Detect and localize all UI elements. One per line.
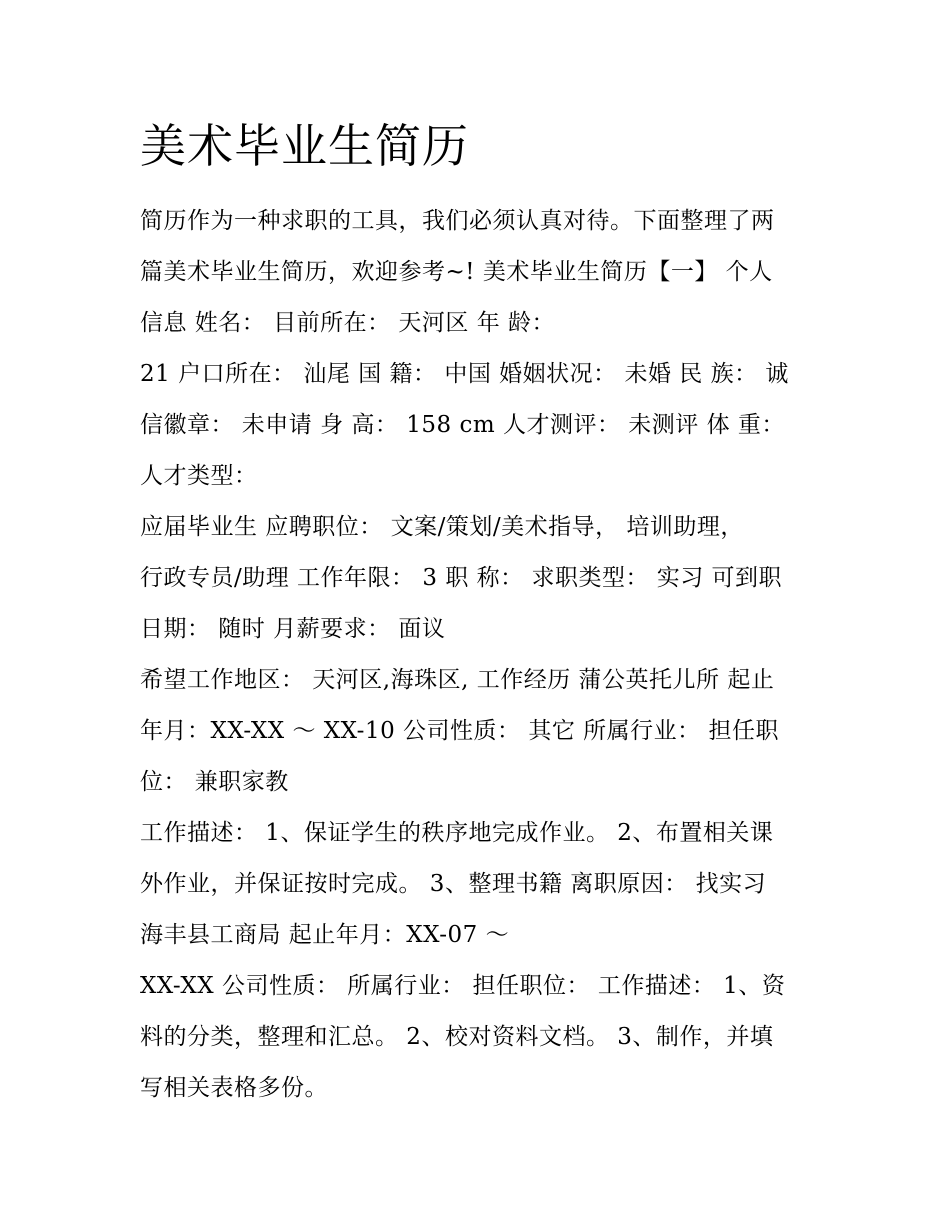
body-line: 年月：XX-XX ～ XX-10 公司性质： 其它 所属行业： 担任职 bbox=[140, 718, 779, 744]
body-line: 简历作为一种求职的工具，我们必须认真对待。下面整理了两 bbox=[140, 208, 775, 234]
document-body bbox=[140, 196, 840, 1114]
body-line: 料的分类，整理和汇总。 2、校对资料文档。 3、制作，并填 bbox=[140, 1024, 774, 1050]
body-line: 21 户口所在： 汕尾 国 籍： 中国 婚姻状况： 未婚 民 族： 诚 bbox=[140, 361, 789, 387]
body-line: XX-XX 公司性质： 所属行业： 担任职位： 工作描述： 1、资 bbox=[140, 973, 786, 999]
document-title: 美术毕业生简历 bbox=[140, 119, 469, 173]
body-line: 海丰县工商局 起止年月：XX-07 ～ bbox=[140, 922, 510, 948]
body-line: 工作描述： 1、保证学生的秩序地完成作业。 2、布置相关课 bbox=[140, 820, 774, 846]
body-line: 位： 兼职家教 bbox=[140, 769, 289, 795]
body-line: 应届毕业生 应聘职位： 文案/策划/美术指导， 培训助理， bbox=[140, 514, 744, 540]
body-line: 信息 姓名： 目前所在： 天河区 年 龄： bbox=[140, 310, 556, 336]
body-line: 写相关表格多份。 bbox=[140, 1075, 328, 1101]
body-line: 行政专员/助理 工作年限： 3 职 称： 求职类型： 实习 可到职 bbox=[140, 565, 783, 591]
body-line: 外作业，并保证按时完成。 3、整理书籍 离职原因： 找实习 bbox=[140, 871, 767, 897]
body-line: 篇美术毕业生简历，欢迎参考~! 美术毕业生简历【一】 个人 bbox=[140, 259, 773, 285]
body-line: 希望工作地区： 天河区,海珠区, 工作经历 蒲公英托儿所 起止 bbox=[140, 667, 775, 693]
body-line: 信徽章： 未申请 身 高： 158 cm 人才测评： 未测评 体 重： bbox=[140, 412, 785, 438]
body-line: 日期： 随时 月薪要求： 面议 bbox=[140, 616, 446, 642]
body-line: 人才类型： bbox=[140, 463, 258, 489]
